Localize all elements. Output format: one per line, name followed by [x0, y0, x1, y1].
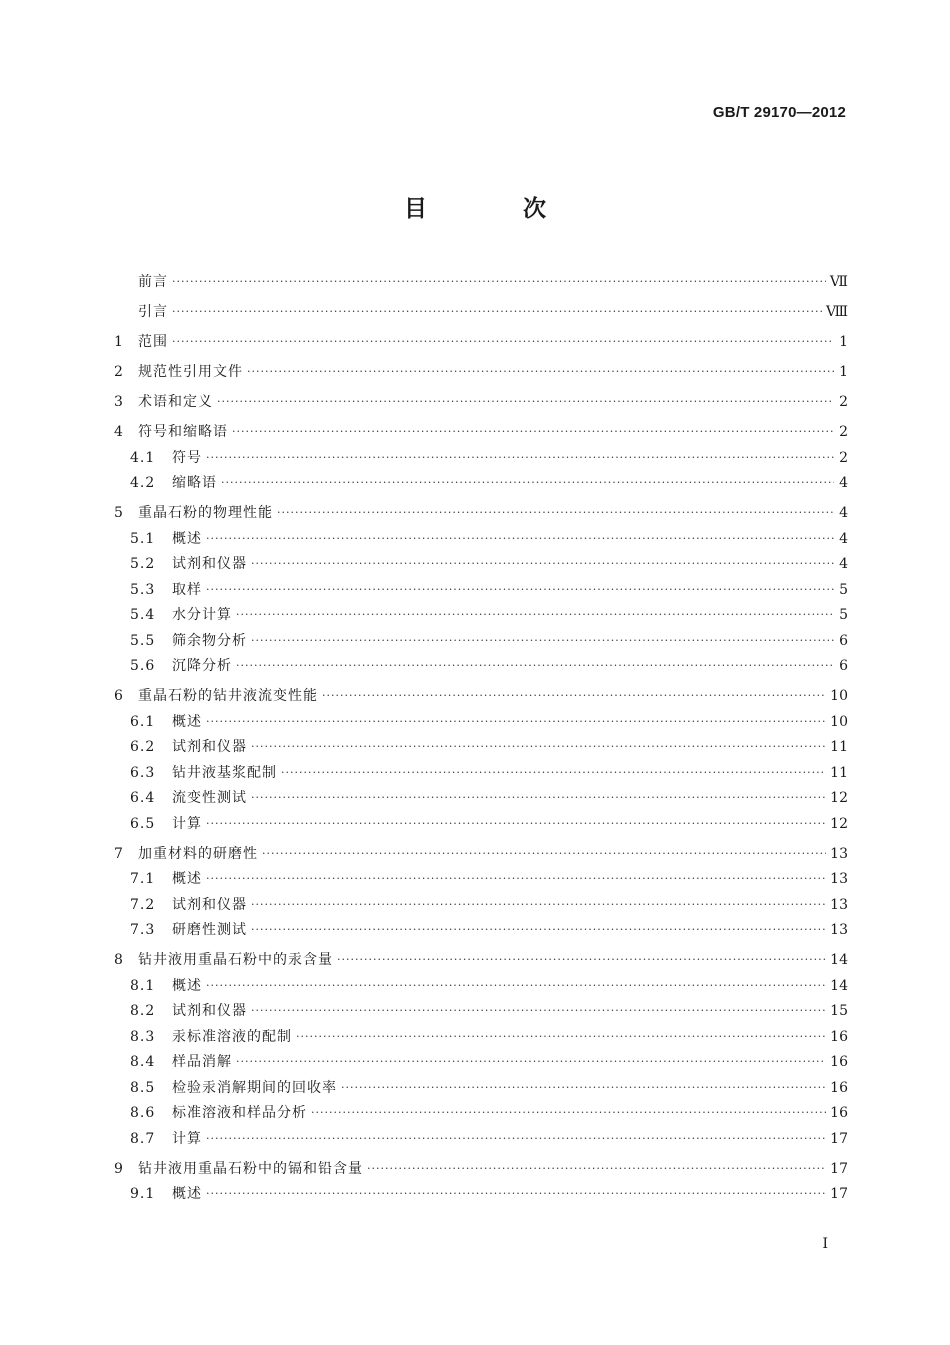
toc-entry-page: 1: [839, 334, 848, 350]
dot-leader: [281, 760, 826, 786]
toc-entry-page: 10: [830, 688, 848, 704]
dot-leader: [206, 445, 834, 471]
toc-entry-page: 6: [839, 658, 848, 674]
toc-entry-number: 5: [114, 505, 123, 521]
toc-entry[interactable]: [114, 1182, 848, 1208]
toc-entry-title: 加重材料的研磨性: [138, 845, 258, 862]
toc-entry-page: 5: [839, 581, 848, 598]
dot-leader: [236, 602, 834, 628]
toc-entry-number: 9: [114, 1160, 123, 1177]
toc-entry-number: 8.5: [130, 1079, 156, 1096]
toc-entry-title: 术语和定义: [138, 394, 213, 410]
toc-entry-number: 5.2: [130, 556, 156, 572]
toc-entry-page: 10: [830, 713, 848, 730]
toc-entry[interactable]: [114, 786, 848, 812]
toc-entry-title: 流变性测试: [172, 790, 247, 806]
toc-entry-title: 概述: [172, 871, 202, 887]
toc-entry[interactable]: [114, 552, 848, 578]
toc-entry-page: 16: [830, 1105, 848, 1121]
dot-leader: [206, 1181, 826, 1207]
toc-title: 目 次: [403, 196, 590, 222]
toc-entry[interactable]: [114, 446, 848, 472]
toc-entry-number: 7.1: [130, 871, 156, 887]
toc-entry-page: 4: [839, 530, 848, 547]
toc-entry-title: 试剂和仪器: [172, 556, 247, 572]
dot-leader: [337, 947, 826, 973]
toc-entry-title: 缩略语: [172, 475, 217, 491]
toc-entry[interactable]: [114, 1025, 848, 1051]
toc-entry-title: 符号: [172, 449, 202, 466]
toc-entry[interactable]: [114, 812, 848, 838]
toc-entry-number: 7: [114, 845, 123, 862]
toc-entry-title: 概述: [172, 1186, 202, 1202]
dot-leader: [221, 470, 834, 496]
toc-entry-page: 5: [839, 607, 848, 623]
toc-entry-title: 钻井液用重晶石粉中的镉和铅含量: [138, 1160, 363, 1177]
toc-entry-number: 8.1: [130, 977, 156, 994]
toc-entry-page: 17: [830, 1160, 848, 1177]
toc-entry-page: 1: [839, 364, 848, 380]
toc-entry-title: 筛余物分析: [172, 632, 247, 649]
toc-entry-title: 前言: [138, 274, 168, 290]
toc-entry-number: 4.1: [130, 449, 156, 466]
toc-entry-number: 6.1: [130, 713, 156, 730]
toc-entry-page: Ⅶ: [829, 274, 848, 290]
toc-entry-number: 1: [114, 334, 123, 350]
toc-entry-number: 3: [114, 394, 123, 410]
toc-entry[interactable]: [114, 1050, 848, 1076]
toc-entry-number: 6.5: [130, 815, 156, 832]
dot-leader: [277, 500, 834, 526]
toc-entry[interactable]: [114, 842, 848, 868]
toc-entry-title: 重晶石粉的钻井液流变性能: [138, 688, 318, 704]
toc-entry[interactable]: [114, 684, 848, 710]
toc-entry-page: Ⅷ: [825, 304, 848, 320]
toc-entry-title: 检验汞消解期间的回收率: [172, 1079, 337, 1096]
toc-entry-title: 概述: [172, 530, 202, 547]
toc-entry[interactable]: [114, 735, 848, 761]
dot-leader: [172, 299, 822, 325]
dot-leader: [251, 551, 834, 577]
toc-entry-page: 16: [830, 1054, 848, 1070]
toc-entry-number: 5.5: [130, 632, 156, 649]
dot-leader: [206, 973, 826, 999]
dot-leader: [172, 329, 834, 355]
toc-entry[interactable]: [114, 603, 848, 629]
toc-entry-page: 6: [839, 632, 848, 649]
toc-entry-number: 8: [114, 952, 123, 968]
toc-entry-page: 13: [830, 922, 848, 938]
toc-entry-title: 标准溶液和样品分析: [172, 1105, 307, 1121]
toc-entry-page: 11: [830, 764, 848, 781]
toc-entry[interactable]: [114, 1076, 848, 1102]
toc-entry-title: 沉降分析: [172, 658, 232, 674]
toc-entry-number: 7.3: [130, 922, 156, 938]
toc-entry-number: 9.1: [130, 1186, 156, 1202]
toc-entry-page: 11: [830, 739, 848, 755]
toc-entry-number: 4: [114, 424, 123, 440]
toc-entry-number: 8.2: [130, 1003, 156, 1019]
dot-leader: [251, 917, 826, 943]
toc-entry[interactable]: [114, 1127, 848, 1153]
toc-entry-page: 13: [830, 845, 848, 862]
toc-entry-number: 5.3: [130, 581, 156, 598]
toc-entry[interactable]: [114, 390, 848, 416]
toc-entry-page: 4: [839, 556, 848, 572]
toc-entry-title: 水分计算: [172, 607, 232, 623]
toc-entry[interactable]: [114, 330, 848, 356]
dot-leader: [341, 1075, 826, 1101]
table-of-contents: [114, 270, 848, 1208]
toc-entry[interactable]: [114, 867, 848, 893]
toc-entry-number: 5.4: [130, 607, 156, 623]
standard-code: GB/T 29170—2012: [712, 104, 846, 121]
dot-leader: [206, 709, 826, 735]
toc-entry-number: 5.6: [130, 658, 156, 674]
toc-entry-title: 计算: [172, 1130, 202, 1147]
dot-leader: [247, 359, 834, 385]
toc-entry-number: 5.1: [130, 530, 156, 547]
dot-leader: [206, 1126, 826, 1152]
toc-entry-page: 12: [830, 815, 848, 832]
toc-entry-page: 15: [830, 1003, 848, 1019]
dot-leader: [236, 1049, 826, 1075]
toc-entry[interactable]: [114, 501, 848, 527]
dot-leader: [217, 389, 834, 415]
toc-entry-page: 13: [830, 896, 848, 913]
dot-leader: [251, 998, 826, 1024]
toc-entry-title: 范围: [138, 334, 168, 350]
toc-entry-title: 规范性引用文件: [138, 364, 243, 380]
dot-leader: [232, 419, 834, 445]
toc-entry-number: 7.2: [130, 896, 156, 913]
toc-entry-title: 概述: [172, 713, 202, 730]
toc-entry[interactable]: [114, 578, 848, 604]
dot-leader: [251, 892, 826, 918]
toc-entry-page: 4: [839, 475, 848, 491]
toc-entry-number: 6: [114, 688, 123, 704]
toc-entry[interactable]: [114, 1157, 848, 1183]
toc-entry-title: 试剂和仪器: [172, 896, 247, 913]
toc-entry[interactable]: [114, 761, 848, 787]
toc-entry[interactable]: [114, 893, 848, 919]
toc-entry-page: 16: [830, 1028, 848, 1045]
toc-entry[interactable]: [114, 471, 848, 497]
dot-leader: [251, 734, 826, 760]
toc-entry-title: 试剂和仪器: [172, 1003, 247, 1019]
dot-leader: [322, 683, 826, 709]
toc-entry[interactable]: [114, 1101, 848, 1127]
dot-leader: [262, 841, 826, 867]
dot-leader: [206, 811, 826, 837]
dot-leader: [367, 1156, 826, 1182]
dot-leader: [172, 269, 826, 295]
toc-entry-page: 12: [830, 790, 848, 806]
toc-entry-number: 8.4: [130, 1054, 156, 1070]
toc-entry[interactable]: [114, 629, 848, 655]
toc-entry-number: 8.3: [130, 1028, 156, 1045]
toc-entry-page: 13: [830, 871, 848, 887]
toc-entry-page: 17: [830, 1186, 848, 1202]
toc-entry-title: 钻井液基浆配制: [172, 764, 277, 781]
toc-entry-title: 符号和缩略语: [138, 424, 228, 440]
toc-entry[interactable]: [114, 300, 848, 326]
toc-entry-number: 6.4: [130, 790, 156, 806]
page-number: I: [822, 1236, 828, 1252]
dot-leader: [311, 1100, 826, 1126]
toc-entry-page: 17: [830, 1130, 848, 1147]
toc-entry-number: 6.3: [130, 764, 156, 781]
toc-entry-page: 2: [839, 449, 848, 466]
toc-entry-number: 6.2: [130, 739, 156, 755]
dot-leader: [236, 653, 834, 679]
toc-entry-page: 2: [839, 394, 848, 410]
toc-entry-title: 钻井液用重晶石粉中的汞含量: [138, 952, 333, 968]
toc-entry-title: 试剂和仪器: [172, 739, 247, 755]
toc-entry-title: 取样: [172, 581, 202, 598]
toc-entry-title: 研磨性测试: [172, 922, 247, 938]
toc-entry-number: 2: [114, 364, 123, 380]
dot-leader: [251, 785, 826, 811]
toc-entry[interactable]: [114, 918, 848, 944]
toc-entry[interactable]: [114, 527, 848, 553]
toc-entry[interactable]: [114, 270, 848, 296]
toc-entry-title: 汞标准溶液的配制: [172, 1028, 292, 1045]
toc-entry-title: 引言: [138, 304, 168, 320]
toc-entry-number: 8.6: [130, 1105, 156, 1121]
toc-entry-page: 14: [830, 977, 848, 994]
toc-entry-number: 4.2: [130, 475, 156, 491]
toc-entry[interactable]: [114, 974, 848, 1000]
toc-entry[interactable]: [114, 710, 848, 736]
dot-leader: [206, 526, 834, 552]
toc-entry[interactable]: [114, 654, 848, 680]
toc-entry[interactable]: [114, 360, 848, 386]
toc-entry-title: 重晶石粉的物理性能: [138, 505, 273, 521]
toc-entry-page: 2: [839, 424, 848, 440]
toc-entry-number: 8.7: [130, 1130, 156, 1147]
toc-entry-title: 概述: [172, 977, 202, 994]
toc-entry-page: 16: [830, 1079, 848, 1096]
toc-entry[interactable]: [114, 948, 848, 974]
toc-entry[interactable]: [114, 999, 848, 1025]
toc-entry-title: 样品消解: [172, 1054, 232, 1070]
toc-entry-page: 4: [839, 505, 848, 521]
toc-entry-page: 14: [830, 952, 848, 968]
dot-leader: [296, 1024, 826, 1050]
dot-leader: [251, 628, 834, 654]
toc-entry[interactable]: [114, 420, 848, 446]
toc-entry-title: 计算: [172, 815, 202, 832]
dot-leader: [206, 866, 826, 892]
dot-leader: [206, 577, 834, 603]
